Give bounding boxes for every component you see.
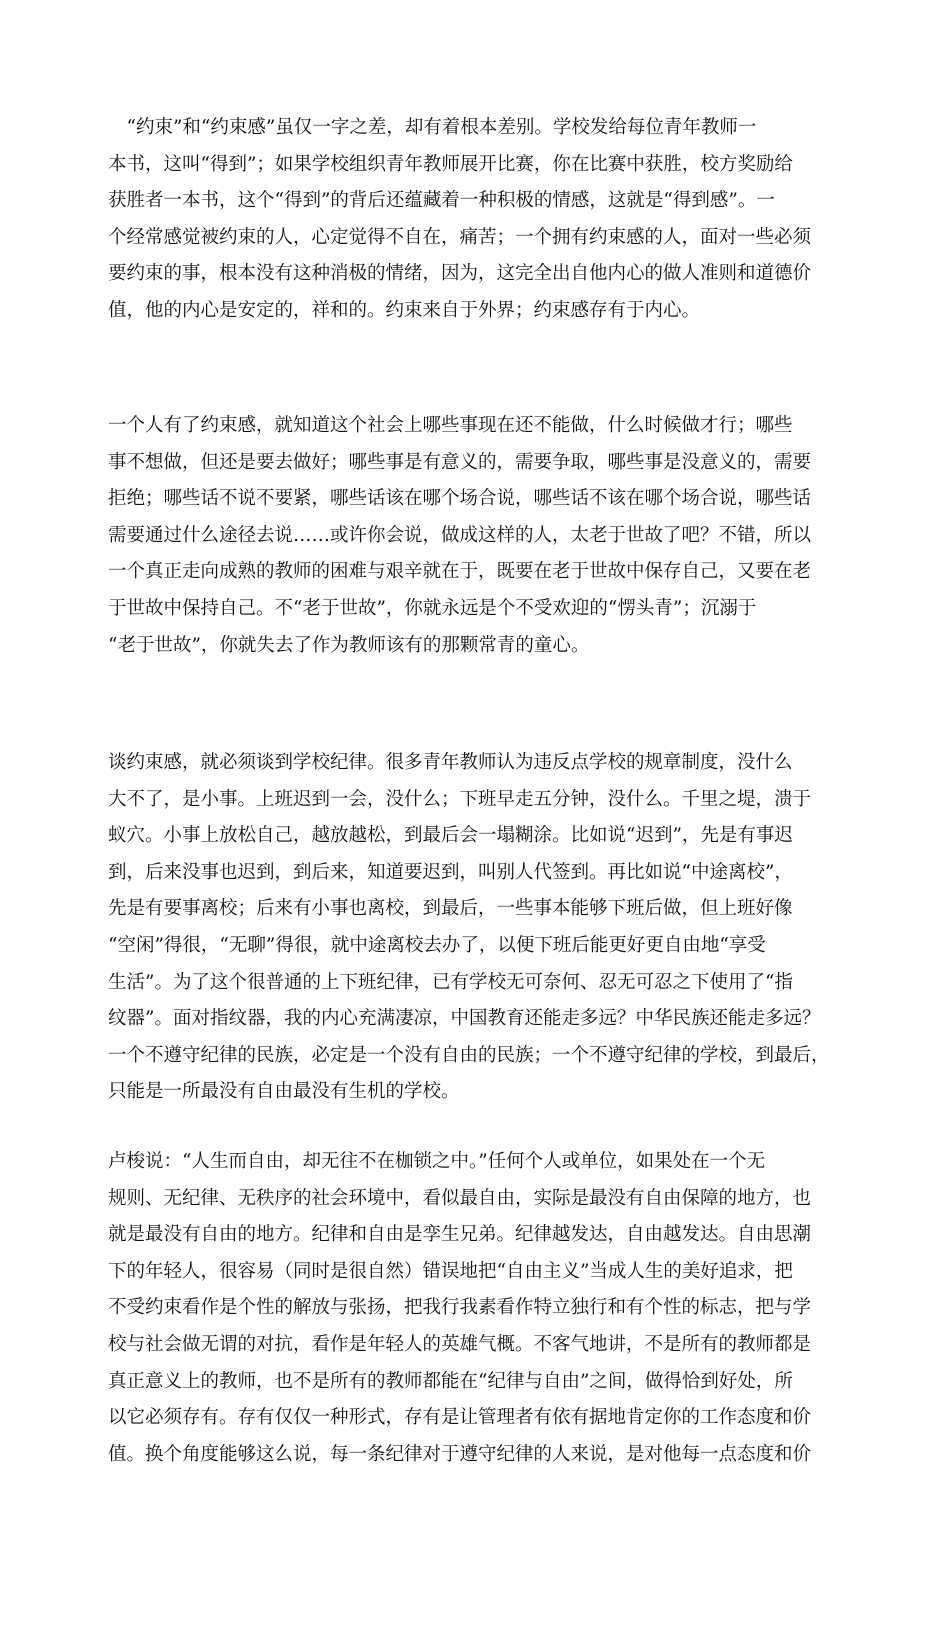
text-line: 要约束的事，根本没有这种消极的情绪，因为，这完全出自他内心的做人准则和道德价 (108, 263, 812, 285)
text-line: 到，后来没事也迟到，到后来，知道要迟到，叫别人代签到。再比如说“中途离校”， (108, 861, 793, 883)
text-line: 大不了，是小事。上班迟到一会，没什么；下班早走五分钟，没什么。千里之堤，溃于 (108, 788, 812, 810)
paragraph-1 (108, 110, 853, 330)
text-line: 只能是一所最没有自由最没有生机的学校。 (108, 1081, 460, 1103)
text-line: 纹器”。面对指纹器，我的内心充满凄凉，中国教育还能走多远？中华民族还能走多远？ (108, 1008, 821, 1030)
text-line: 就是最没有自由的地方。纪律和自由是孪生兄弟。纪律越发达，自由越发达。自由思潮 (108, 1224, 812, 1246)
text-line: 蚁穴。小事上放松自己，越放越松，到最后会一塌糊涂。比如说“迟到”，先是有事迟 (108, 825, 793, 847)
text-line: “老于世故”，你就失去了作为教师该有的那颗常青的童心。 (108, 634, 590, 656)
text-line: 校与社会做无谓的对抗，看作是年轻人的英雄气概。不客气地讲，不是所有的教师都是 (108, 1333, 812, 1355)
text-line: 一个不遵守纪律的民族，必定是一个没有自由的民族；一个不遵守纪律的学校，到最后， (108, 1044, 830, 1066)
text-line: 值，他的内心是安定的，祥和的。约束来自于外界；约束感存有于内心。 (108, 299, 701, 321)
text-line: 下的年轻人，很容易（同时是很自然）错误地把“自由主义”当成人生的美好追求，把 (108, 1260, 793, 1282)
text-line: 获胜者一本书，这个“得到”的背后还蕴藏着一种积极的情感，这就是“得到感”。一 (108, 190, 775, 212)
text-line: 规则、无纪律、无秩序的社会环境中，看似最自由，实际是最没有自由保障的地方，也 (108, 1187, 812, 1209)
text-line: 以它必须存有。存有仅仅一种形式，存有是让管理者有依有据地肯定你的工作态度和价 (108, 1407, 812, 1429)
text-line: 一个人有了约束感，就知道这个社会上哪些事现在还不能做，什么时候做才行；哪些 (108, 415, 793, 436)
text-line: 卢梭说：“人生而自由，却无往不在枷锁之中。”任何个人或单位，如果处在一个无 (108, 1151, 766, 1172)
text-line: 不受约束看作是个性的解放与张扬，把我行我素看作特立独行和有个性的标志，把与学 (108, 1297, 812, 1319)
text-line: 本书，这叫“得到”；如果学校组织青年教师展开比赛，你在比赛中获胜，校方奖励给 (108, 153, 793, 175)
text-line: 生活”。为了这个很普通的上下班纪律，已有学校无可奈何、忍无可忍之下使用了“指 (108, 971, 793, 993)
text-line: 一个真正走向成熟的教师的困难与艰辛就在于，既要在老于世故中保存自己，又要在老 (108, 561, 812, 583)
paragraph-2 (108, 408, 853, 664)
text-line: 于世故中保持自己。不“老于世故”，你就永远是个不受欢迎的“愣头青”；沉溺于 (108, 597, 757, 619)
text-line: 先是有要事离校；后来有小事也离校，到最后，一些事本能够下班后做，但上班好像 (108, 898, 793, 920)
text-line: 真正意义上的教师，也不是所有的教师都能在“纪律与自由”之间，做得恰到好处，所 (108, 1370, 793, 1392)
text-line: 拒绝；哪些话不说不要紧，哪些话该在哪个场合说，哪些话不该在哪个场合说，哪些话 (108, 488, 812, 510)
paragraph-3 (108, 745, 853, 1111)
text-line: 个经常感觉被约束的人，心定觉得不自在，痛苦；一个拥有约束感的人，面对一些必须 (108, 226, 812, 248)
text-line: 需要通过什么途径去说……或许你会说，做成这样的人，太老于世故了吧？不错，所以 (108, 524, 812, 546)
text-line: “空闲”得很，“无聊”得很，就中途离校去办了，以便下班后能更好更自由地“享受 (108, 934, 766, 956)
text-line: 谈约束感，就必须谈到学校纪律。很多青年教师认为违反点学校的规章制度，没什么 (108, 752, 793, 773)
paragraph-4 (108, 1144, 853, 1473)
text-line: 事不想做，但还是要去做好；哪些事是有意义的，需要争取，哪些事是没意义的，需要 (108, 451, 812, 473)
text-line: 值。换个角度能够这么说，每一条纪律对于遵守纪律的人来说，是对他每一点态度和价 (108, 1443, 812, 1465)
text-line: “约束”和“约束感”虽仅一字之差，却有着根本差别。学校发给每位青年教师一 (108, 117, 757, 138)
